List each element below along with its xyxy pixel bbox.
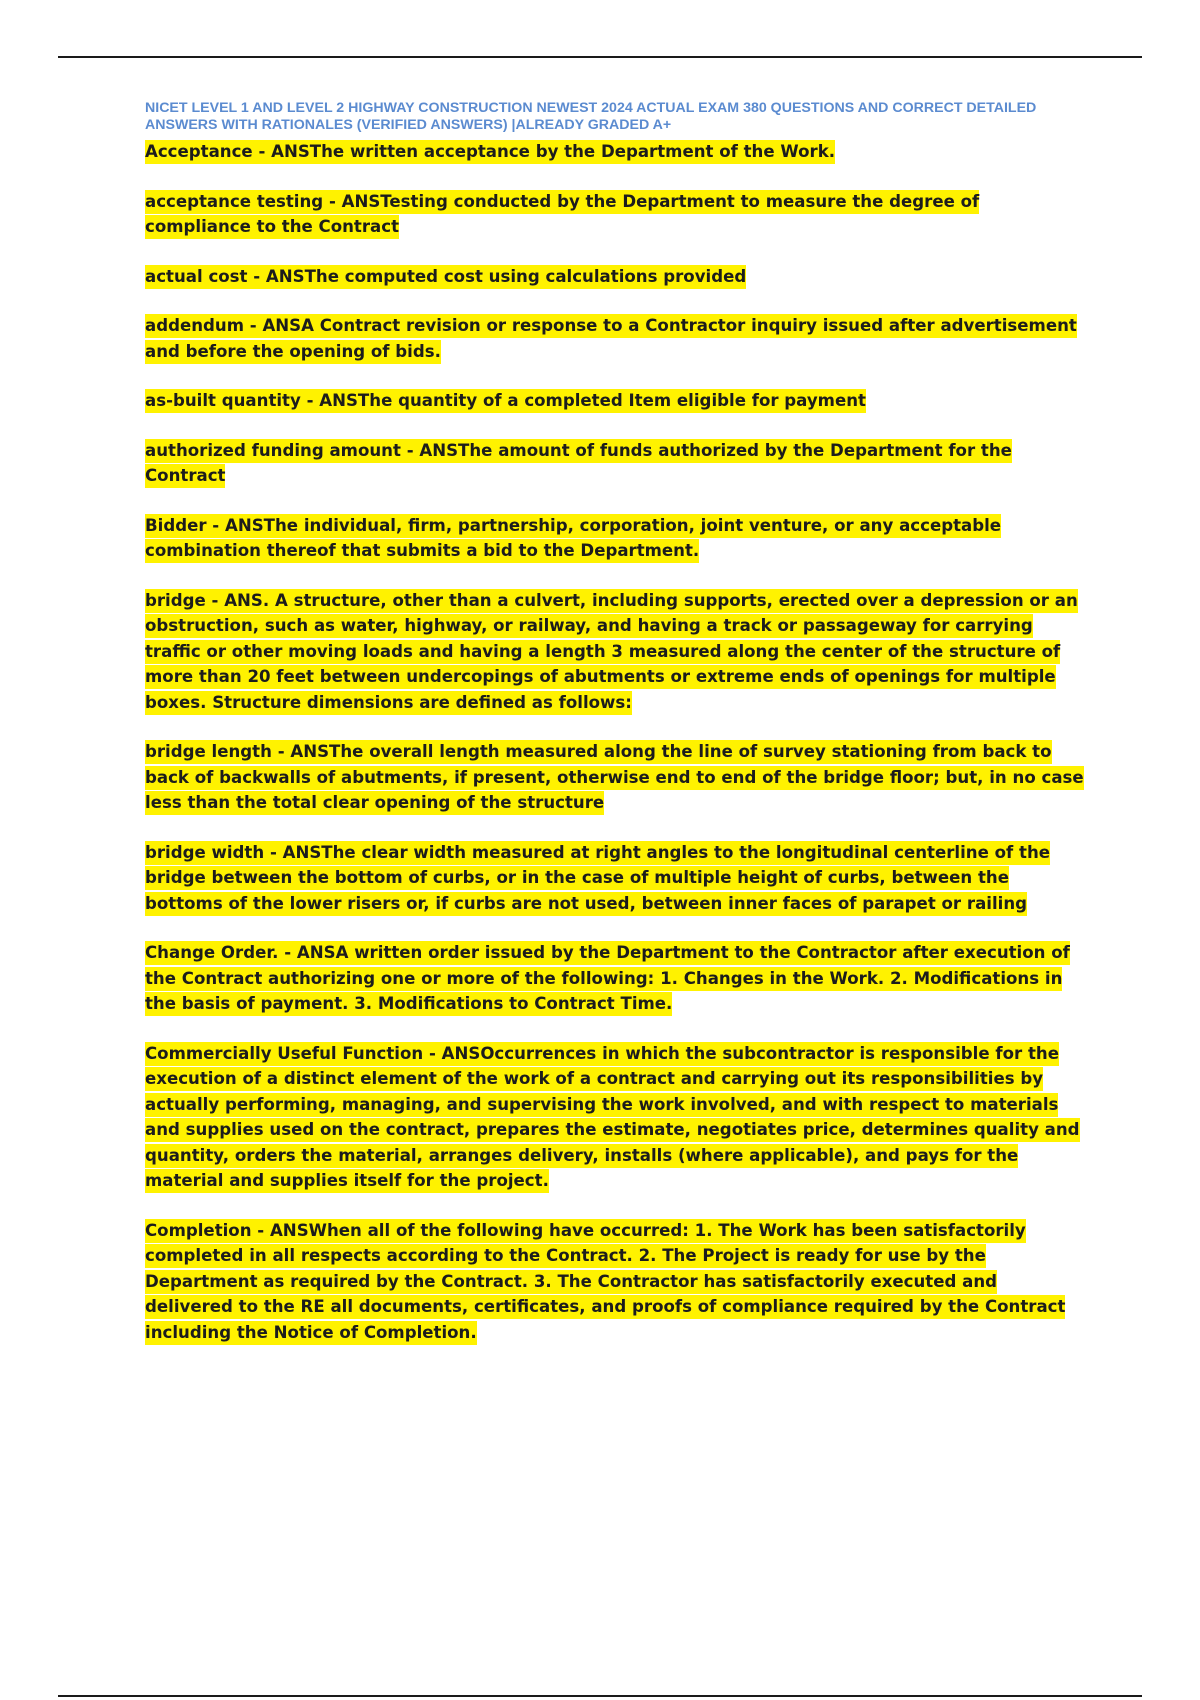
entry-commercially-useful-function <box>145 1041 1085 1194</box>
entry-text: Change Order. - ANSA written order issued by the Department to the Contractor after execution of the Contract authorizing one or more of the following: 1. Changes in the Work. 2. Modifications in the basis of payment. 3. Modifications to Contract Time. <box>145 941 1070 1016</box>
entry-text: Completion - ANSWhen all of the following have occurred: 1. The Work has been satisfactorily completed in all respects according to the Contract. 2. The Project is ready for use by the Department as required by the Contract. 3. The Contractor has satisfactorily executed and delivered to the RE all documents, certificates, and proofs of compliance required by the Contract including the Notice of Completion. <box>145 1219 1065 1345</box>
entry-text: as-built quantity - ANSThe quantity of a completed Item eligible for payment <box>145 389 866 413</box>
document-body <box>145 100 1085 1369</box>
entry-text: Acceptance - ANSThe written acceptance by the Department of the Work. <box>145 140 835 164</box>
entry-addendum <box>145 313 1085 364</box>
entry-as-built-quantity <box>145 388 1085 414</box>
top-rule <box>58 56 1142 58</box>
entry-text: Commercially Useful Function - ANSOccurrences in which the subcontractor is responsible for the execution of a distinct element of the work of a contract and carrying out its responsibilities by actually performing, managing, and supervising the work involved, and with respect to materials and supplies used on the contract, prepares the estimate, negotiates price, determines quality and quantity, orders the material, arranges delivery, installs (where applicable), and pays for the material and supplies itself for the project. <box>145 1042 1080 1194</box>
entry-bridge-length <box>145 739 1085 816</box>
entry-text: addendum - ANSA Contract revision or response to a Contractor inquiry issued after advertisement and before the opening of bids. <box>145 314 1077 364</box>
entry-text: authorized funding amount - ANSThe amount of funds authorized by the Department for the Contract <box>145 439 1012 489</box>
document-title: NICET LEVEL 1 AND LEVEL 2 HIGHWAY CONSTRUCTION NEWEST 2024 ACTUAL EXAM 380 QUESTIONS AND CORRECT DETAILED ANSWERS WITH RATIONALES (VERIFIED ANSWERS) |ALREADY GRADED A+ <box>145 100 1037 133</box>
entry-acceptance <box>145 139 1085 165</box>
entry-text: actual cost - ANSThe computed cost using calculations provided <box>145 265 746 289</box>
entry-text: acceptance testing - ANSTesting conducted by the Department to measure the degree of compliance to the Contract <box>145 190 979 240</box>
entry-completion <box>145 1218 1085 1346</box>
entry-text: bridge length - ANSThe overall length measured along the line of survey stationing from back to back of backwalls of abutments, if present, otherwise end to end of the bridge floor; but, in no case less than the total clear opening of the structure <box>145 740 1084 815</box>
entry-acceptance-testing <box>145 189 1085 240</box>
entry-bidder <box>145 513 1085 564</box>
entry-text: bridge width - ANSThe clear width measured at right angles to the longitudinal centerline of the bridge between the bottom of curbs, or in the case of multiple height of curbs, between the bottoms of the lower risers or, if curbs are not used, between inner faces of parapet or railing <box>145 841 1050 916</box>
bottom-rule <box>58 1695 1142 1697</box>
entry-authorized-funding-amount <box>145 438 1085 489</box>
entry-text: Bidder - ANSThe individual, firm, partnership, corporation, joint venture, or any acceptable combination thereof that submits a bid to the Department. <box>145 514 1001 564</box>
entry-actual-cost <box>145 264 1085 290</box>
entry-change-order <box>145 940 1085 1017</box>
entry-text: bridge - ANS. A structure, other than a culvert, including supports, erected over a depression or an obstruction, such as water, highway, or railway, and having a track or passageway for carrying traffic or other moving loads and having a length 3 measured along the center of the structure of more than 20 feet between undercopings of abutments or extreme ends of openings for multiple boxes. Structure dimensions are defined as follows: <box>145 589 1078 715</box>
entry-bridge-width <box>145 840 1085 917</box>
entry-bridge <box>145 588 1085 716</box>
